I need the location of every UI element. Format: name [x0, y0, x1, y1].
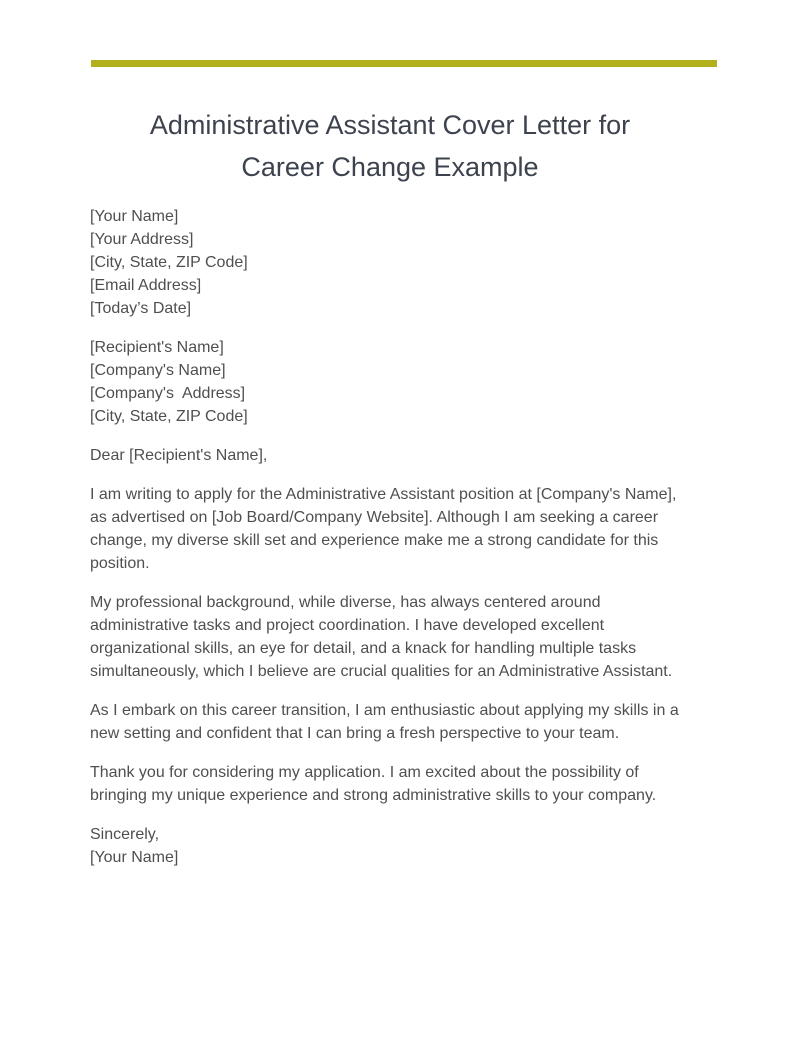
page-title: [90, 104, 690, 188]
letter-body: [90, 205, 690, 885]
paragraph-background: My professional background, while diverse, has always centered around administrative tasks and project coordination. I have developed excellent organizational skills, an eye for detail, and a knack for handling multiple tasks simultaneously, which I believe are crucial qualities for an Administrative Assistant.: [90, 594, 673, 680]
closing: Sincerely,: [90, 826, 160, 843]
page-title-line-1: Administrative Assistant Cover Letter for: [149, 110, 631, 140]
recipient-name: [Recipient's Name]: [90, 339, 224, 356]
sender-email: [Email Address]: [90, 277, 202, 294]
signature-block: [90, 823, 690, 869]
sender-address: [Your Address]: [90, 231, 194, 248]
paragraph-introduction: I am writing to apply for the Administrative Assistant position at [Company's Name], as advertised on [Job Board/Company Website]. Although I am seeking a career change, my diverse skill set and experience make me a strong candidate for this position.: [90, 486, 677, 572]
sender-address-block: [90, 205, 690, 320]
recipient-city-state-zip: [City, State, ZIP Code]: [90, 408, 248, 425]
recipient-address-block: [90, 336, 690, 428]
page-title-line-2: Career Change Example: [241, 152, 539, 182]
accent-bar: [91, 60, 717, 67]
paragraph-thanks: Thank you for considering my application. I am excited about the possibility of bringing my unique experience and strong administrative skills to your company.: [90, 764, 657, 804]
salutation: Dear [Recipient's Name],: [90, 447, 268, 464]
sender-name: [Your Name]: [90, 208, 179, 225]
recipient-company-address: [Company's Address]: [90, 385, 246, 402]
sender-city-state-zip: [City, State, ZIP Code]: [90, 254, 248, 271]
sender-date: [Today’s Date]: [90, 300, 192, 317]
paragraph-transition: As I embark on this career transition, I am enthusiastic about applying my skills in a new setting and confident that I can bring a fresh perspective to your team.: [90, 702, 679, 742]
signature-name: [Your Name]: [90, 849, 179, 866]
recipient-company-name: [Company's Name]: [90, 362, 226, 379]
